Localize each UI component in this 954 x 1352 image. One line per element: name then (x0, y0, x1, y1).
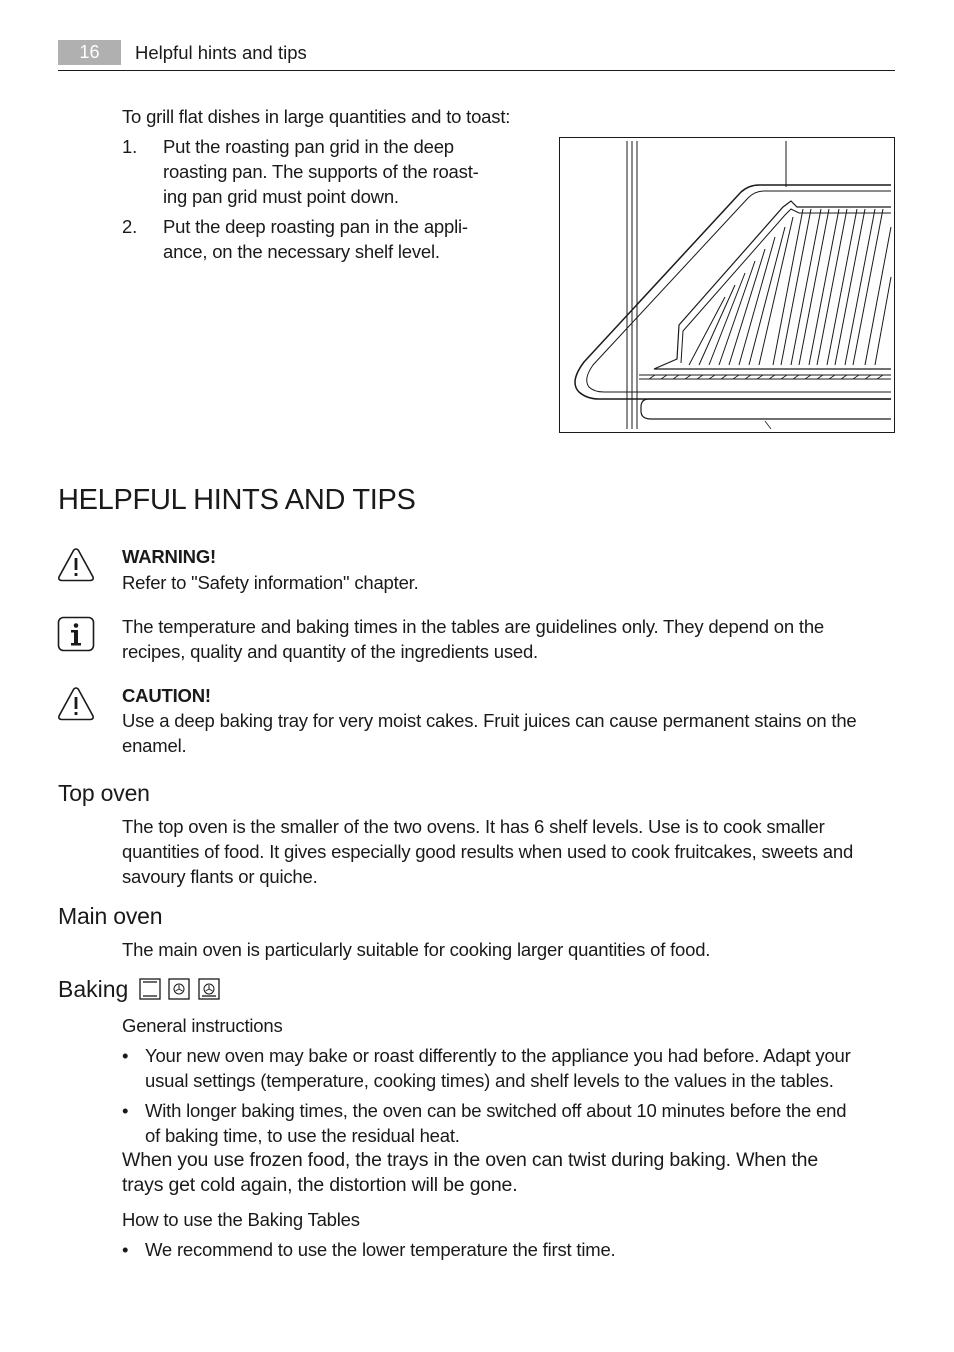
bullet: • (122, 1045, 129, 1066)
baking-tables-bullet: We recommend to use the lower temperature the first time. (145, 1239, 616, 1260)
main-oven-text: The main oven is particularly suitable for cooking larger quantities of food. (122, 939, 711, 960)
warning-title: WARNING! (122, 546, 216, 567)
baking-bullet-line: usual settings (temperature, cooking times) and shelf levels to the values in the tables. (145, 1070, 834, 1091)
caution-title: CAUTION! (122, 685, 211, 706)
step-1-line: Put the roasting pan grid in the deep (163, 136, 454, 157)
bullet: • (122, 1100, 129, 1121)
fan-cooking-icon (198, 978, 220, 1000)
step-2-line: ance, on the necessary shelf level. (163, 241, 440, 262)
info-icon (57, 616, 95, 654)
header-rule (58, 70, 895, 71)
info-line: The temperature and baking times in the tables are guidelines only. They depend on the (122, 616, 825, 637)
roasting-pan-illustration (559, 137, 895, 433)
page-number: 16 (58, 40, 121, 65)
step-1-line: ing pan grid must point down. (163, 186, 399, 207)
baking-bullet-line: With longer baking times, the oven can be switched off about 10 minutes before the end (145, 1100, 847, 1121)
section-title: HELPFUL HINTS AND TIPS (58, 484, 416, 516)
top-oven-heading: Top oven (58, 780, 150, 806)
main-oven-heading: Main oven (58, 903, 163, 929)
top-oven-line: savoury flants or quiche. (122, 866, 318, 887)
running-title: Helpful hints and tips (135, 42, 307, 63)
frozen-food-line: trays get cold again, the distortion will be gone. (122, 1174, 518, 1196)
info-line: recipes, quality and quantity of the ingredients used. (122, 641, 539, 662)
top-oven-line: The top oven is the smaller of the two ovens. It has 6 shelf levels. Use is to cook smaller (122, 816, 825, 837)
warning-text: Refer to "Safety information" chapter. (122, 572, 419, 593)
step-2-line: Put the deep roasting pan in the appli- (163, 216, 468, 237)
conventional-cooking-icon (139, 978, 161, 1000)
bullet: • (122, 1239, 129, 1260)
general-instructions-heading: General instructions (122, 1015, 283, 1036)
baking-heading: Baking (58, 976, 129, 1002)
baking-bullet-line: Your new oven may bake or roast differently to the appliance you had before. Adapt your (145, 1045, 851, 1066)
step-1-line: roasting pan. The supports of the roast- (163, 161, 479, 182)
frozen-food-line: When you use frozen food, the trays in the oven can twist during baking. When the (122, 1149, 818, 1171)
caution-line: enamel. (122, 735, 187, 756)
baking-tables-heading: How to use the Baking Tables (122, 1209, 360, 1230)
baking-heading-row (58, 975, 220, 1003)
caution-triangle-icon (57, 685, 95, 723)
step-number: 1. (122, 136, 138, 157)
true-fan-cooking-icon (168, 978, 190, 1000)
top-oven-line: quantities of food. It gives especially good results when used to cook fruitcakes, sweets and (122, 841, 854, 862)
warning-triangle-icon (57, 546, 95, 584)
intro-lead: To grill flat dishes in large quantities and to toast: (122, 106, 511, 127)
baking-bullet-line: of baking time, to use the residual heat. (145, 1125, 460, 1146)
step-number: 2. (122, 216, 138, 237)
caution-line: Use a deep baking tray for very moist cakes. Fruit juices can cause permanent stains on the (122, 710, 857, 731)
